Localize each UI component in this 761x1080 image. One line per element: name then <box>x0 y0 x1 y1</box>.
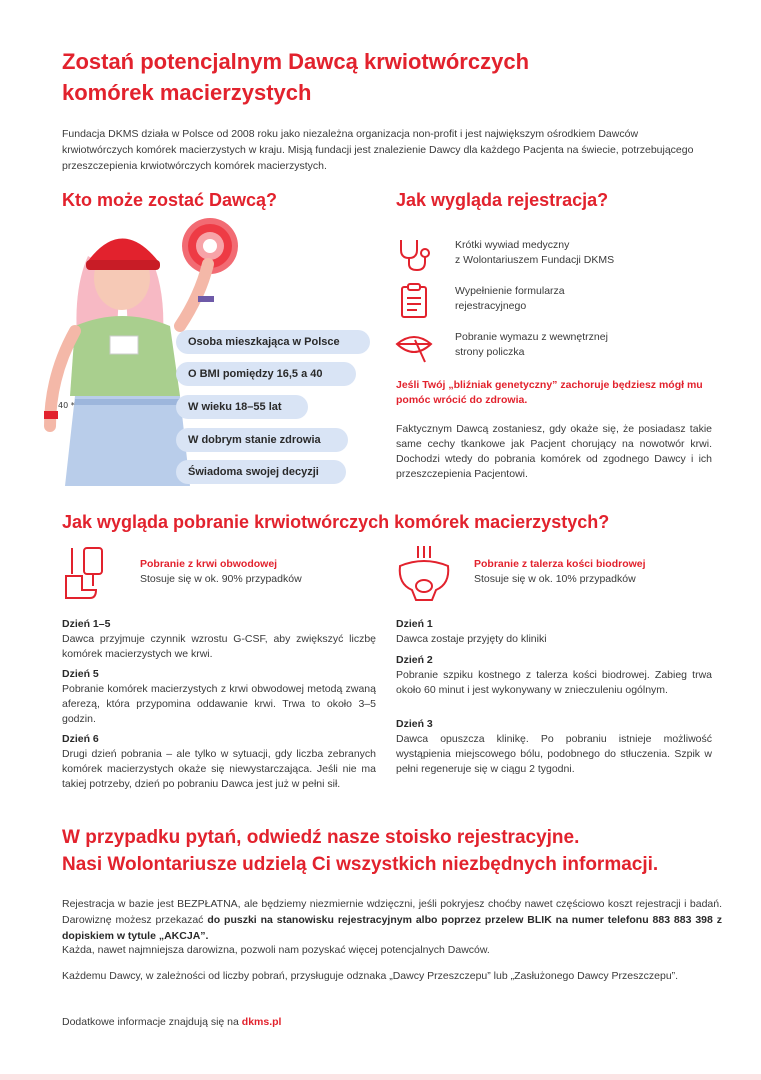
cta-line2: Nasi Wolontariusze udzielą Ci wszystkich niezbędnych informacji. <box>62 854 659 875</box>
criterion-pill-residence <box>176 330 370 354</box>
peripheral-day-label: Dzień 6 <box>62 733 99 745</box>
cta-line1: W przypadku pytań, odwiedź nasze stoisko rejestracyjne. <box>62 827 580 848</box>
page-title-line2: komórek macierzystych <box>62 80 312 105</box>
donation-method-text: do puszki na stanowisku rejestracyjnym albo poprzez przelew BLIK na numer telefonu 883 883 398 z dopiskiem w tytule „AKCJA”. <box>62 914 722 942</box>
page-title <box>62 46 702 108</box>
criterion-pill-bmi <box>176 362 356 386</box>
criterion-label: W wieku 18–55 lat <box>188 401 282 413</box>
criterion-label: O BMI pomiędzy 16,5 a 40 <box>188 368 323 380</box>
criterion-label: Świadoma swojej decyzji <box>188 466 319 478</box>
marrow-day-label: Dzień 1 <box>396 618 433 630</box>
peripheral-day-label: Dzień 1–5 <box>62 618 111 630</box>
blood-bag-icon <box>62 546 106 602</box>
cta-heading <box>62 824 742 878</box>
criterion-label: W dobrym stanie zdrowia <box>188 434 321 446</box>
collection-heading: Jak wygląda pobranie krwiotwórczych komórek macierzystych? <box>62 512 610 532</box>
registration-step-swab <box>455 330 675 360</box>
svg-text:40 *: 40 * <box>58 401 75 410</box>
marrow-day-text: Dawca opuszcza klinikę. Po pobraniu istnieje możliwość wystąpienia miejscowego bólu, podobnego do stłuczenia. Szpik w pełni regeneruje się w ciągu 2 tygodni. <box>396 733 712 775</box>
twin-note: Jeśli Twój „bliźniak genetyczny” zachoruje będziesz mógł mu pomóc wrócić do zdrowia. <box>396 379 703 406</box>
step-line: strony policzka <box>455 346 525 358</box>
peripheral-day-text: Drugi dzień pobrania – ale tylko w sytuacji, gdy liczba zebranych komórek macierzystych okaże się niewystarczająca. Jeśli nie ma takiej potrzeby, dzień po pobraniu Dawca jest już w pełni sił. <box>62 748 376 790</box>
registration-step-interview <box>455 238 675 268</box>
step-line: Krótki wywiad medyczny <box>455 239 570 251</box>
method-subtitle-peripheral: Stosuje się w ok. 90% przypadków <box>140 573 302 585</box>
peripheral-day-text: Pobranie komórek macierzystych z krwi obwodowej metodą zwaną aferezą, która przypomina oddawanie krwi. Trwa to około 3–5 godzin. <box>62 683 376 725</box>
mouth-swab-icon <box>395 326 433 364</box>
form-icon <box>395 282 433 320</box>
criterion-label: Osoba mieszkająca w Polsce <box>188 336 340 348</box>
marrow-day-text: Dawca zostaje przyjęty do kliniki <box>396 633 547 645</box>
criterion-pill-age <box>176 395 308 419</box>
method-title-marrow: Pobranie z talerza kości biodrowej <box>474 558 646 570</box>
badge-paragraph: Każdemu Dawcy, w zależności od liczby pobrań, przysługuje odznaka „Dawcy Przeszczepu” lub „Zasłużonego Dawcy Przeszczepu”. <box>62 970 679 982</box>
method-title-peripheral: Pobranie z krwi obwodowej <box>140 558 278 570</box>
dkms-link[interactable]: dkms.pl <box>241 1016 282 1028</box>
peripheral-day-text: Dawca przyjmuje czynnik wzrostu G-CSF, aby zwiększyć liczbę komórek macierzystych we krwi. <box>62 633 376 660</box>
criterion-pill-health <box>176 428 348 452</box>
marrow-day-label: Dzień 2 <box>396 654 433 666</box>
step-line: rejestracyjnego <box>455 300 527 312</box>
peripheral-day-label: Dzień 5 <box>62 668 99 680</box>
who-heading: Kto może zostać Dawcą? <box>62 190 278 210</box>
method-subtitle-marrow: Stosuje się w ok. 10% przypadków <box>474 573 636 585</box>
page-title-line1: Zostań potencjalnym Dawcą krwiotwórczych <box>62 49 530 74</box>
stethoscope-icon <box>395 236 433 274</box>
registration-step-form <box>455 284 675 314</box>
intro-paragraph: Fundacja DKMS działa w Polsce od 2008 roku jako niezależna organizacja non-profit i jest największym ośrodkiem Dawców krwiotwórczych komórek macierzystych w kraju. Misją fundacji jest znalezienie Dawcy dla każdego Pacjenta na świecie, potrzebującego przeszczepienia krwiotwórczych komórek macierzystych. <box>62 128 694 172</box>
more-info-text: Dodatkowe informacje znajdują się na <box>62 1016 242 1028</box>
actual-donor-paragraph: Faktycznym Dawcą zostaniesz, gdy okaże się, że posiadasz takie same cechy tkankowe jak Pacjent chorujący na nowotwór krwi. Dochodzi wtedy do pobrania komórek od zgodnego Dawcy i ich przeszczepienia Pacjentowi. <box>396 423 712 480</box>
criterion-pill-decision <box>176 460 346 484</box>
step-line: Wypełnienie formularza <box>455 285 565 297</box>
step-line: Pobranie wymazu z wewnętrznej <box>455 331 608 343</box>
marrow-day-text: Pobranie szpiku kostnego z talerza kości biodrowej. Zabieg trwa około 60 minut i jest wykonywany w znieczuleniu ogólnym. <box>396 669 712 696</box>
registration-heading: Jak wygląda rejestracja? <box>396 190 609 210</box>
more-info-paragraph <box>62 1014 722 1030</box>
donation-paragraph <box>62 896 722 944</box>
marrow-day-label: Dzień 3 <box>396 718 433 730</box>
donation-text: Rejestracja w bazie jest BEZPŁATNA, ale będziemy niezmiernie wdzięczni, jeśli pokryjesz choćby nawet częściowo koszt rejestracji i badań. Darowiznę możesz przekazać <box>62 898 722 926</box>
bottom-accent-bar <box>0 1074 761 1080</box>
pelvis-icon <box>396 544 452 602</box>
step-line: z Wolontariuszem Fundacji DKMS <box>455 254 615 266</box>
donation-note: Każda, nawet najmniejsza darowizna, pozwoli nam pozyskać więcej potencjalnych Dawców. <box>62 944 490 956</box>
